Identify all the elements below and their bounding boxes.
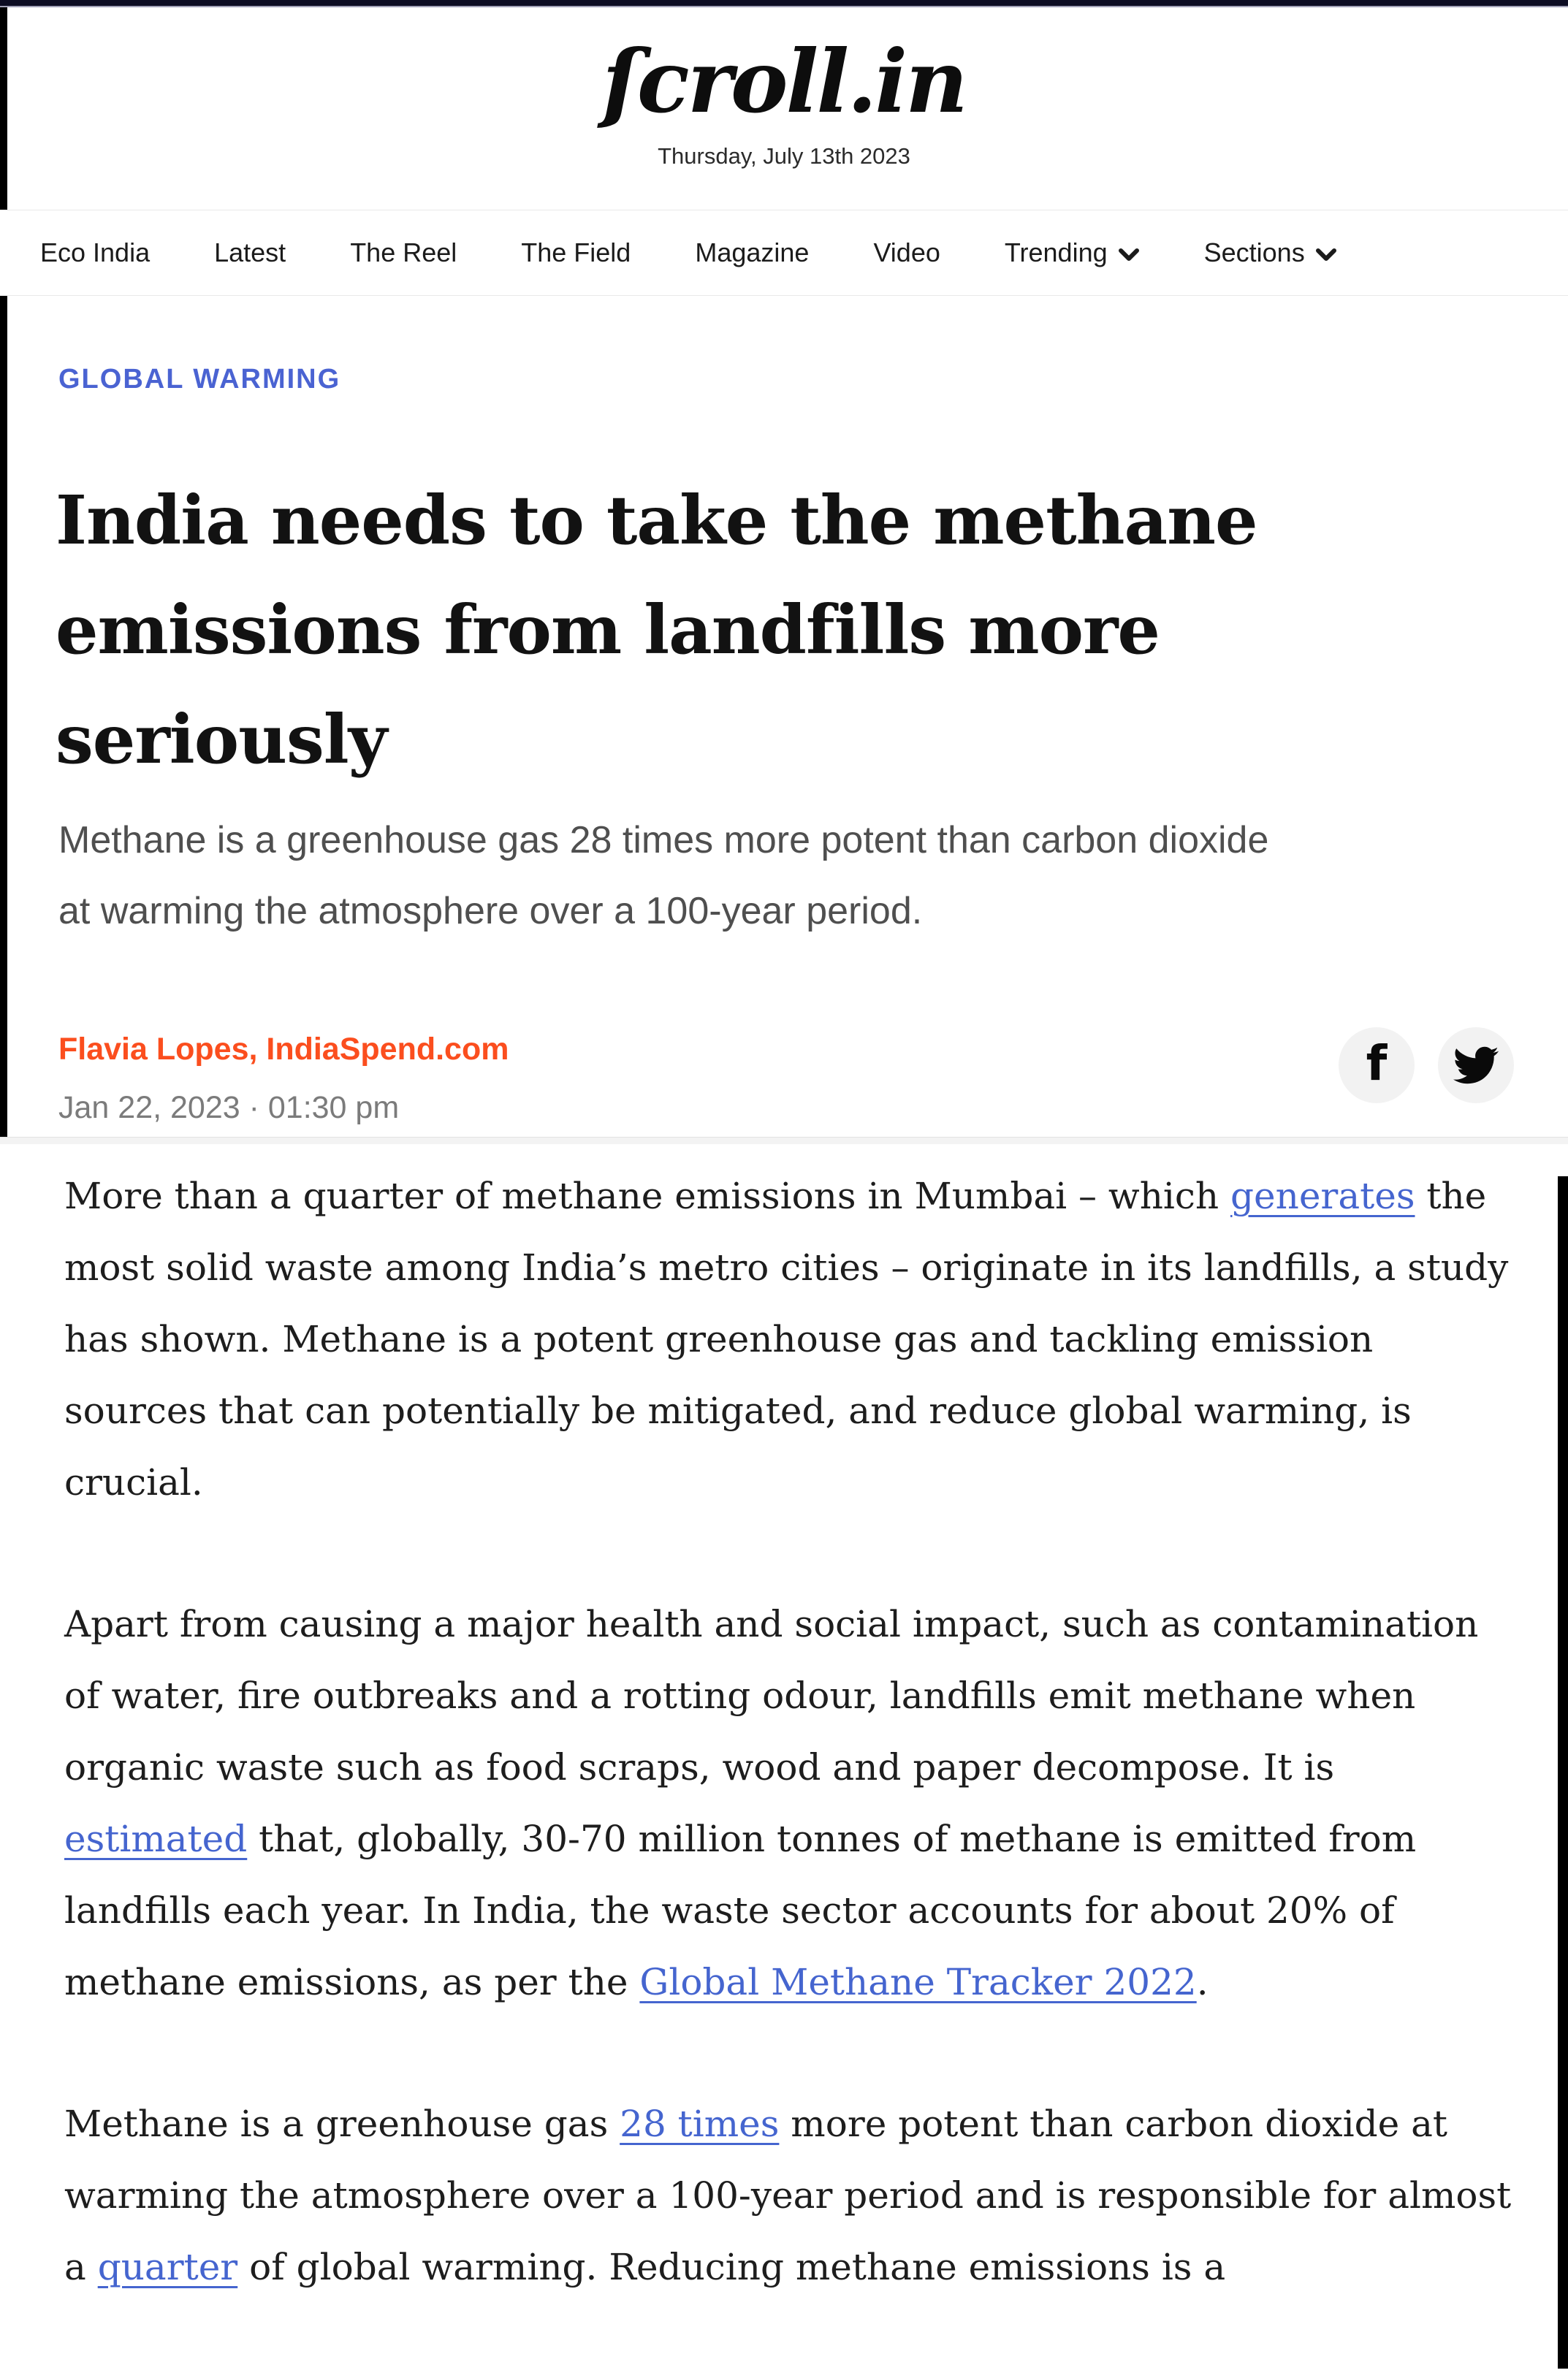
inline-link[interactable]: 28 times: [620, 2103, 780, 2145]
paragraph-text: Methane is a greenhouse gas: [64, 2103, 620, 2145]
nav-label: Eco India: [40, 237, 151, 267]
nav-label: The Field: [521, 237, 631, 267]
nav-label: Sections: [1203, 237, 1305, 267]
share-buttons: [1339, 1027, 1514, 1103]
nav-item-trending[interactable]: [1005, 237, 1140, 268]
paragraph-text: more potent than carbon dioxide at warming the atmosphere over a 100-year period and is responsible for almost a: [64, 2103, 1512, 2288]
paragraph-text: of global warming. Reducing methane emissions is a: [237, 2246, 1226, 2288]
nav-item-the-field[interactable]: [521, 237, 631, 268]
article-subtitle: Methane is a greenhouse gas 28 times more potent than carbon dioxide at warming the atmosphere over a 100-year period.: [58, 819, 1269, 932]
paragraph-text: More than a quarter of methane emissions in Mumbai – which: [64, 1175, 1231, 1217]
paragraph-text: the most solid waste among India’s metro cities – originate in its landfills, a study has shown. Methane is a potent greenhouse gas and tackling emission sources that can potentially be mitigated, and reduce global warming, is crucial.: [64, 1175, 1509, 1504]
nav-label: Video: [873, 237, 940, 267]
chevron-down-icon: [1315, 248, 1337, 262]
article-paragraph: [64, 1588, 1515, 2018]
twitter-icon: [1453, 1043, 1499, 1088]
nav-label: Magazine: [695, 237, 810, 267]
article-paragraph: [64, 1160, 1515, 1518]
left-edge-bar: [0, 7, 7, 1137]
right-edge-bar: [1558, 1176, 1568, 2369]
author-byline[interactable]: Flavia Lopes, IndiaSpend.com: [58, 1032, 509, 1067]
paragraph-text: .: [1196, 1961, 1209, 2003]
article-body: [64, 1160, 1515, 2373]
nav-label: Latest: [214, 237, 286, 267]
article-title: India needs to take the methane emissions from landfills more seriously: [56, 480, 1257, 779]
main-nav: [0, 210, 1568, 296]
paragraph-text: that, globally, 30-70 million tonnes of methane is emitted from landfills each year. In India, the waste sector accounts for about 20% of methane emissions, as per the: [64, 1818, 1417, 2003]
nav-item-eco-india[interactable]: [40, 237, 150, 268]
share-twitter-button[interactable]: [1438, 1027, 1514, 1103]
category-tag[interactable]: GLOBAL WARMING: [58, 364, 341, 395]
inline-link[interactable]: Global Methane Tracker 2022: [639, 1961, 1197, 2003]
nav-label: The Reel: [350, 237, 457, 267]
nav-item-latest[interactable]: [214, 237, 286, 268]
nav-item-sections[interactable]: [1204, 237, 1337, 268]
nav-item-magazine[interactable]: [695, 237, 809, 268]
inline-link[interactable]: estimated: [64, 1818, 248, 1860]
nav-item-video[interactable]: [873, 237, 940, 268]
window-top-bar: [0, 0, 1568, 7]
publish-date: Jan 22, 2023 · 01:30 pm: [58, 1090, 400, 1125]
share-facebook-button[interactable]: [1339, 1027, 1415, 1103]
paragraph-text: Apart from causing a major health and social impact, such as contamination of water, fire outbreaks and a rotting odour, landfills emit methane when organic waste such as food scraps, wood and paper decompose. It is: [64, 1603, 1479, 1789]
site-logo[interactable]: ſcroll.in: [602, 31, 966, 132]
inline-link[interactable]: quarter: [97, 2246, 238, 2288]
facebook-icon: f: [1366, 1035, 1388, 1092]
chevron-down-icon: [1118, 248, 1140, 262]
nav-label: Trending: [1004, 237, 1108, 267]
article-paragraph: [64, 2088, 1515, 2303]
masthead-date: Thursday, July 13th 2023: [658, 143, 910, 169]
nav-item-the-reel[interactable]: [350, 237, 457, 268]
section-divider: [0, 1137, 1568, 1144]
inline-link[interactable]: generates: [1230, 1175, 1415, 1217]
